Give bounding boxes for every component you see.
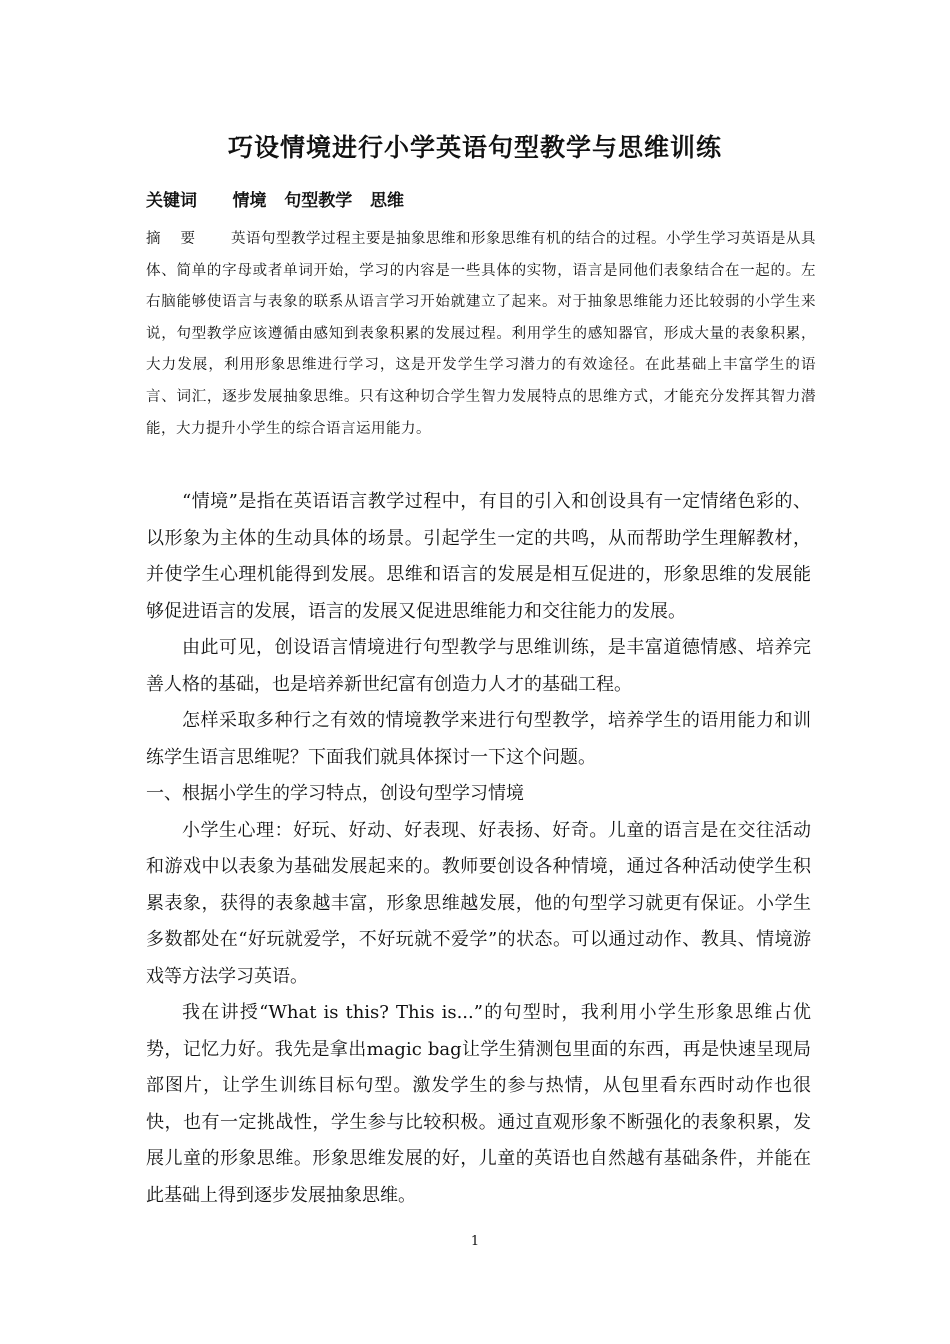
paragraph: “情境”是指在英语语言教学过程中，有目的引入和创设具有一定情绪色彩的、以形象为主体的生动具体的场景。引起学生一定的共鸣，从而帮助学生理解教材，并使学生心理机能得到发展。思维和语言的发展是相互促进的，形象思维的发展能够促进语言的发展，语言的发展又促进思维能力和交往能力的发展。 <box>146 491 811 622</box>
keyword-1: 情境 <box>232 191 267 211</box>
abstract-text: 英语句型教学过程主要是抽象思维和形象思维有机的结合的过程。小学生学习英语是从具体、简单的字母或者单词开始，学习的内容是一些具体的实物，语言是同他们表象结合在一起的。左右脑能够使语言与表象的联系从语言学习开始就建立了起来。对于抽象思维能力还比较弱的小学生来说，句型教学应该遵循由感知到表象积累的发展过程。利用学生的感知器官，形成大量的表象积累，大力发展，利用形象思维进行学习，这是开发学生学习潜力的有效途径。在此基础上丰富学生的语言、词汇，逐步发展抽象思维。只有这种切合学生智力发展特点的思维方式，才能充分发挥其智力潜能，大力提升小学生的综合语言运用能力。 <box>146 231 816 437</box>
paragraph: 由此可见，创设语言情境进行句型教学与思维训练，是丰富道德情感、培养完善人格的基础，也是培养新世纪富有创造力人才的基础工程。 <box>146 637 811 695</box>
keywords-line <box>146 186 404 211</box>
keyword-3: 思维 <box>370 191 405 211</box>
paragraph: 小学生心理：好玩、好动、好表现、好表扬、好奇。儿童的语言是在交往活动和游戏中以表象为基础发展起来的。教师要创设各种情境，通过各种活动使学生积累表象，获得的表象越丰富，形象思维越发展，他的句型学习就更有保证。小学生多数都处在“好玩就爱学，不好玩就不爱学”的状态。可以通过动作、教具、情境游戏等方法学习英语。 <box>146 819 811 987</box>
page-number: 1 <box>470 1234 480 1249</box>
keyword-2: 句型教学 <box>284 191 353 211</box>
paragraph: 怎样采取多种行之有效的情境教学来进行句型教学，培养学生的语用能力和训练学生语言思维呢？下面我们就具体探讨一下这个问题。 <box>146 710 811 768</box>
body-text <box>146 484 811 1214</box>
section-heading: 一、根据小学生的学习特点，创设句型学习情境 <box>146 783 524 804</box>
keywords-label: 关键词 <box>146 191 197 211</box>
abstract-block <box>146 224 816 445</box>
abstract-label: 摘 要 <box>146 231 195 247</box>
document-title: 巧设情境进行小学英语句型教学与思维训练 <box>227 133 722 162</box>
paragraph: 我在讲授“What is this? This is...”的句型时，我利用小学生形象思维占优势，记忆力好。我先是拿出magic bag让学生猜测包里面的东西，再是快速呈现局部图片，让学生训练目标句型。激发学生的参与热情，从包里看东西时动作也很快，也有一定挑战性，学生参与比较积极。通过直观形象不断强化的表象积累，发展儿童的形象思维。形象思维发展的好，儿童的英语也自然越有基础条件，并能在此基础上得到逐步发展抽象思维。 <box>146 1002 811 1206</box>
